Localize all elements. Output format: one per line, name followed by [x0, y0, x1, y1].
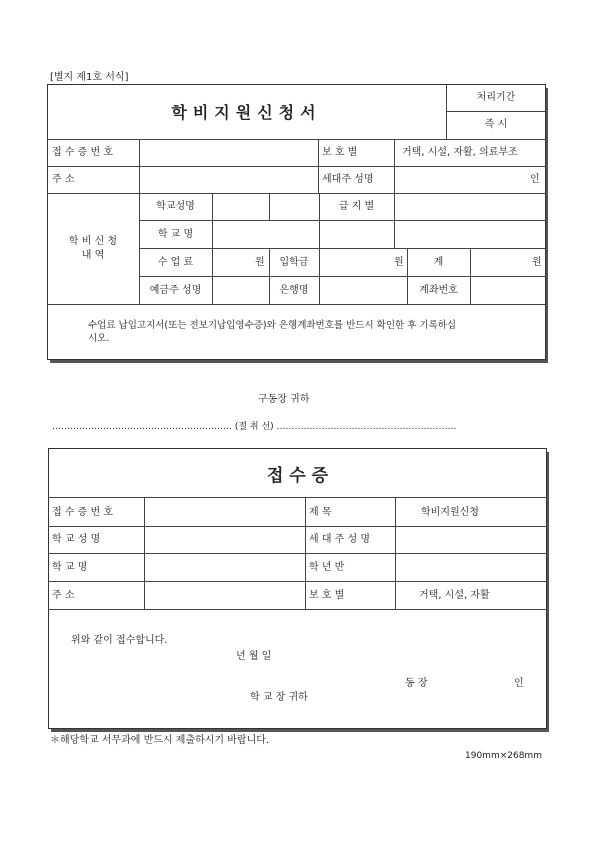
school-head: 학 교 장 귀하	[250, 692, 308, 703]
depositor-label: 예금주 성명	[149, 285, 202, 296]
address-field[interactable]	[146, 583, 303, 607]
householder-label: 세대주 성명	[322, 174, 374, 185]
total-label: 계	[433, 257, 444, 268]
receipt-no-field[interactable]	[146, 499, 303, 524]
protection-options: 거택, 시설, 자활, 의료부조	[402, 147, 518, 158]
form-note: 수업료 납입고지서(또는 전보기납입영수증)와 은행계좌번호를 반드시 확인한 후 기록하십	[88, 320, 457, 331]
detail-label-2: 내 역	[81, 250, 105, 261]
cut-line: …………………………………………………… (절 취 선) ……………………………………………………	[52, 422, 457, 432]
entrance-won: 원	[394, 257, 404, 268]
grade-class-field[interactable]	[397, 555, 545, 579]
date-line: 년 월 일	[236, 651, 272, 662]
form-title: 학비지원신청서	[171, 103, 322, 122]
protection-value: 거택, 시설, 자활	[419, 590, 490, 601]
tuition-label: 수 업 료	[157, 257, 194, 268]
receipt-no-field[interactable]	[141, 141, 316, 164]
student-name-label: 학 교 성 명	[52, 534, 101, 545]
receipt-no-label: 접 수 증 번 호	[52, 507, 114, 518]
dong-head: 동 장	[405, 678, 428, 689]
account-label: 계좌번호	[419, 285, 458, 296]
grade-field[interactable]	[396, 195, 544, 218]
detail-label-1: 학 비 신 청	[68, 236, 118, 247]
grade-class-label: 학 년 반	[309, 562, 345, 573]
school-name-label: 학 교 명	[157, 229, 194, 240]
accepted-text: 위와 같이 접수합니다.	[71, 635, 168, 646]
seal-mark: 인	[514, 678, 524, 689]
seal-mark: 인	[530, 174, 540, 185]
grade-label: 급 지 별	[338, 201, 375, 212]
student-name-field[interactable]	[146, 528, 303, 551]
school-name-field[interactable]	[214, 222, 317, 246]
student-name-label: 학교성명	[156, 201, 195, 212]
account-field[interactable]	[472, 278, 544, 302]
tuition-won: 원	[255, 257, 265, 268]
addressee: 구동장 귀하	[258, 394, 310, 405]
address-field[interactable]	[141, 168, 316, 191]
address-label: 주 소	[52, 174, 75, 185]
protection-label: 보 호 별	[309, 590, 345, 601]
form-number: [별지 제1호 서식]	[50, 72, 129, 83]
bank-label: 은행명	[279, 285, 309, 296]
school-field[interactable]	[146, 555, 303, 579]
form-note-2: 시오.	[88, 333, 110, 344]
subject-value: 학비지원신청	[421, 507, 479, 518]
subject-label: 제 목	[309, 507, 332, 518]
receipt-no-label: 접 수 증 번 호	[52, 147, 114, 158]
householder-field[interactable]	[397, 528, 545, 551]
processing-period-value: 즉 시	[484, 119, 508, 130]
entrance-fee-label: 입학금	[279, 257, 309, 268]
total-won: 원	[532, 257, 542, 268]
protection-label: 보 호 별	[322, 147, 358, 158]
householder-label: 세 대 주 성 명	[309, 534, 371, 545]
footer-note: ＊해당학교 서무과에 반드시 제출하시기 바랍니다.	[50, 735, 270, 746]
receipt-title: 접 수 증	[266, 466, 329, 486]
paper-size: 190mm×268mm	[465, 751, 542, 761]
householder-field[interactable]	[396, 168, 526, 191]
address-label: 주 소	[52, 590, 75, 601]
processing-period-label: 처리기간	[476, 92, 516, 103]
school-label: 학 교 명	[52, 562, 88, 573]
